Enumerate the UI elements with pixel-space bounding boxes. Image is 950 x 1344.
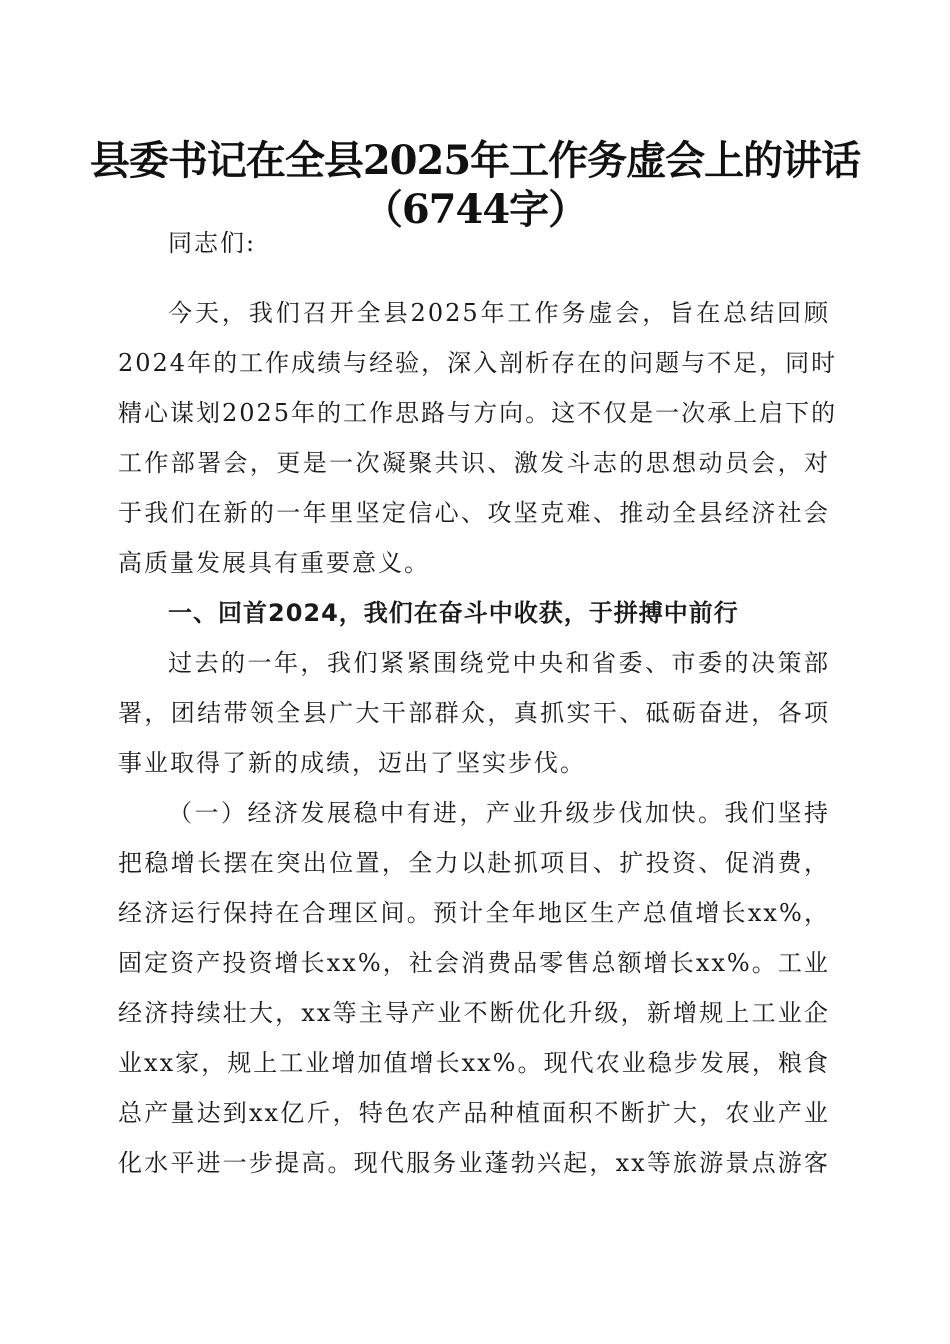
paragraph-line: 今天，我们召开全县2025年工作务虚会，旨在总结回顾 [168,299,830,327]
paragraph-line: 经济运行保持在合理区间。预计全年地区生产总值增长xx%， [118,899,830,927]
section-heading: 一、回首2024，我们在奋斗中收获，于拼搏中前行 [168,599,739,627]
paragraph-line: 过去的一年，我们紧紧围绕党中央和省委、市委的决策部 [168,649,830,677]
paragraph-line: 署，团结带领全县广大干部群众，真抓实干、砥砺奋进，各项 [118,699,830,727]
paragraph-line: 精心谋划2025年的工作思路与方向。这不仅是一次承上启下的 [118,399,838,427]
paragraph-line: 总产量达到xx亿斤，特色农产品种植面积不断扩大，农业产业 [118,1099,830,1127]
paragraph-line: 业xx家，规上工业增加值增长xx%。现代农业稳步发展，粮食 [118,1049,830,1077]
document-title: 县委书记在全县2025年工作务虚会上的讲话 [89,137,861,184]
paragraph-line: 固定资产投资增长xx%，社会消费品零售总额增长xx%。工业 [118,949,830,977]
paragraph-line: 工作部署会，更是一次凝聚共识、激发斗志的思想动员会，对 [118,449,830,477]
paragraph-line: 高质量发展具有重要意义。 [118,549,430,577]
paragraph-line: 经济持续壮大，xx等主导产业不断优化升级，新增规上工业企 [118,999,830,1027]
paragraph-line: （一）经济发展稳中有进，产业升级步伐加快。我们坚持 [168,799,830,827]
paragraph-line: 把稳增长摆在突出位置，全力以赴抓项目、扩投资、促消费， [118,849,830,877]
paragraph-line: 2024年的工作成绩与经验，深入剖析存在的问题与不足，同时 [118,349,838,377]
salutation: 同志们: [168,229,257,257]
paragraph-line: 化水平进一步提高。现代服务业蓬勃兴起，xx等旅游景点游客 [118,1149,830,1177]
document-word-count: （6744字） [362,186,588,233]
paragraph-line: 于我们在新的一年里坚定信心、攻坚克难、推动全县经济社会 [118,499,830,527]
paragraph-line: 事业取得了新的成绩，迈出了坚实步伐。 [118,749,586,777]
